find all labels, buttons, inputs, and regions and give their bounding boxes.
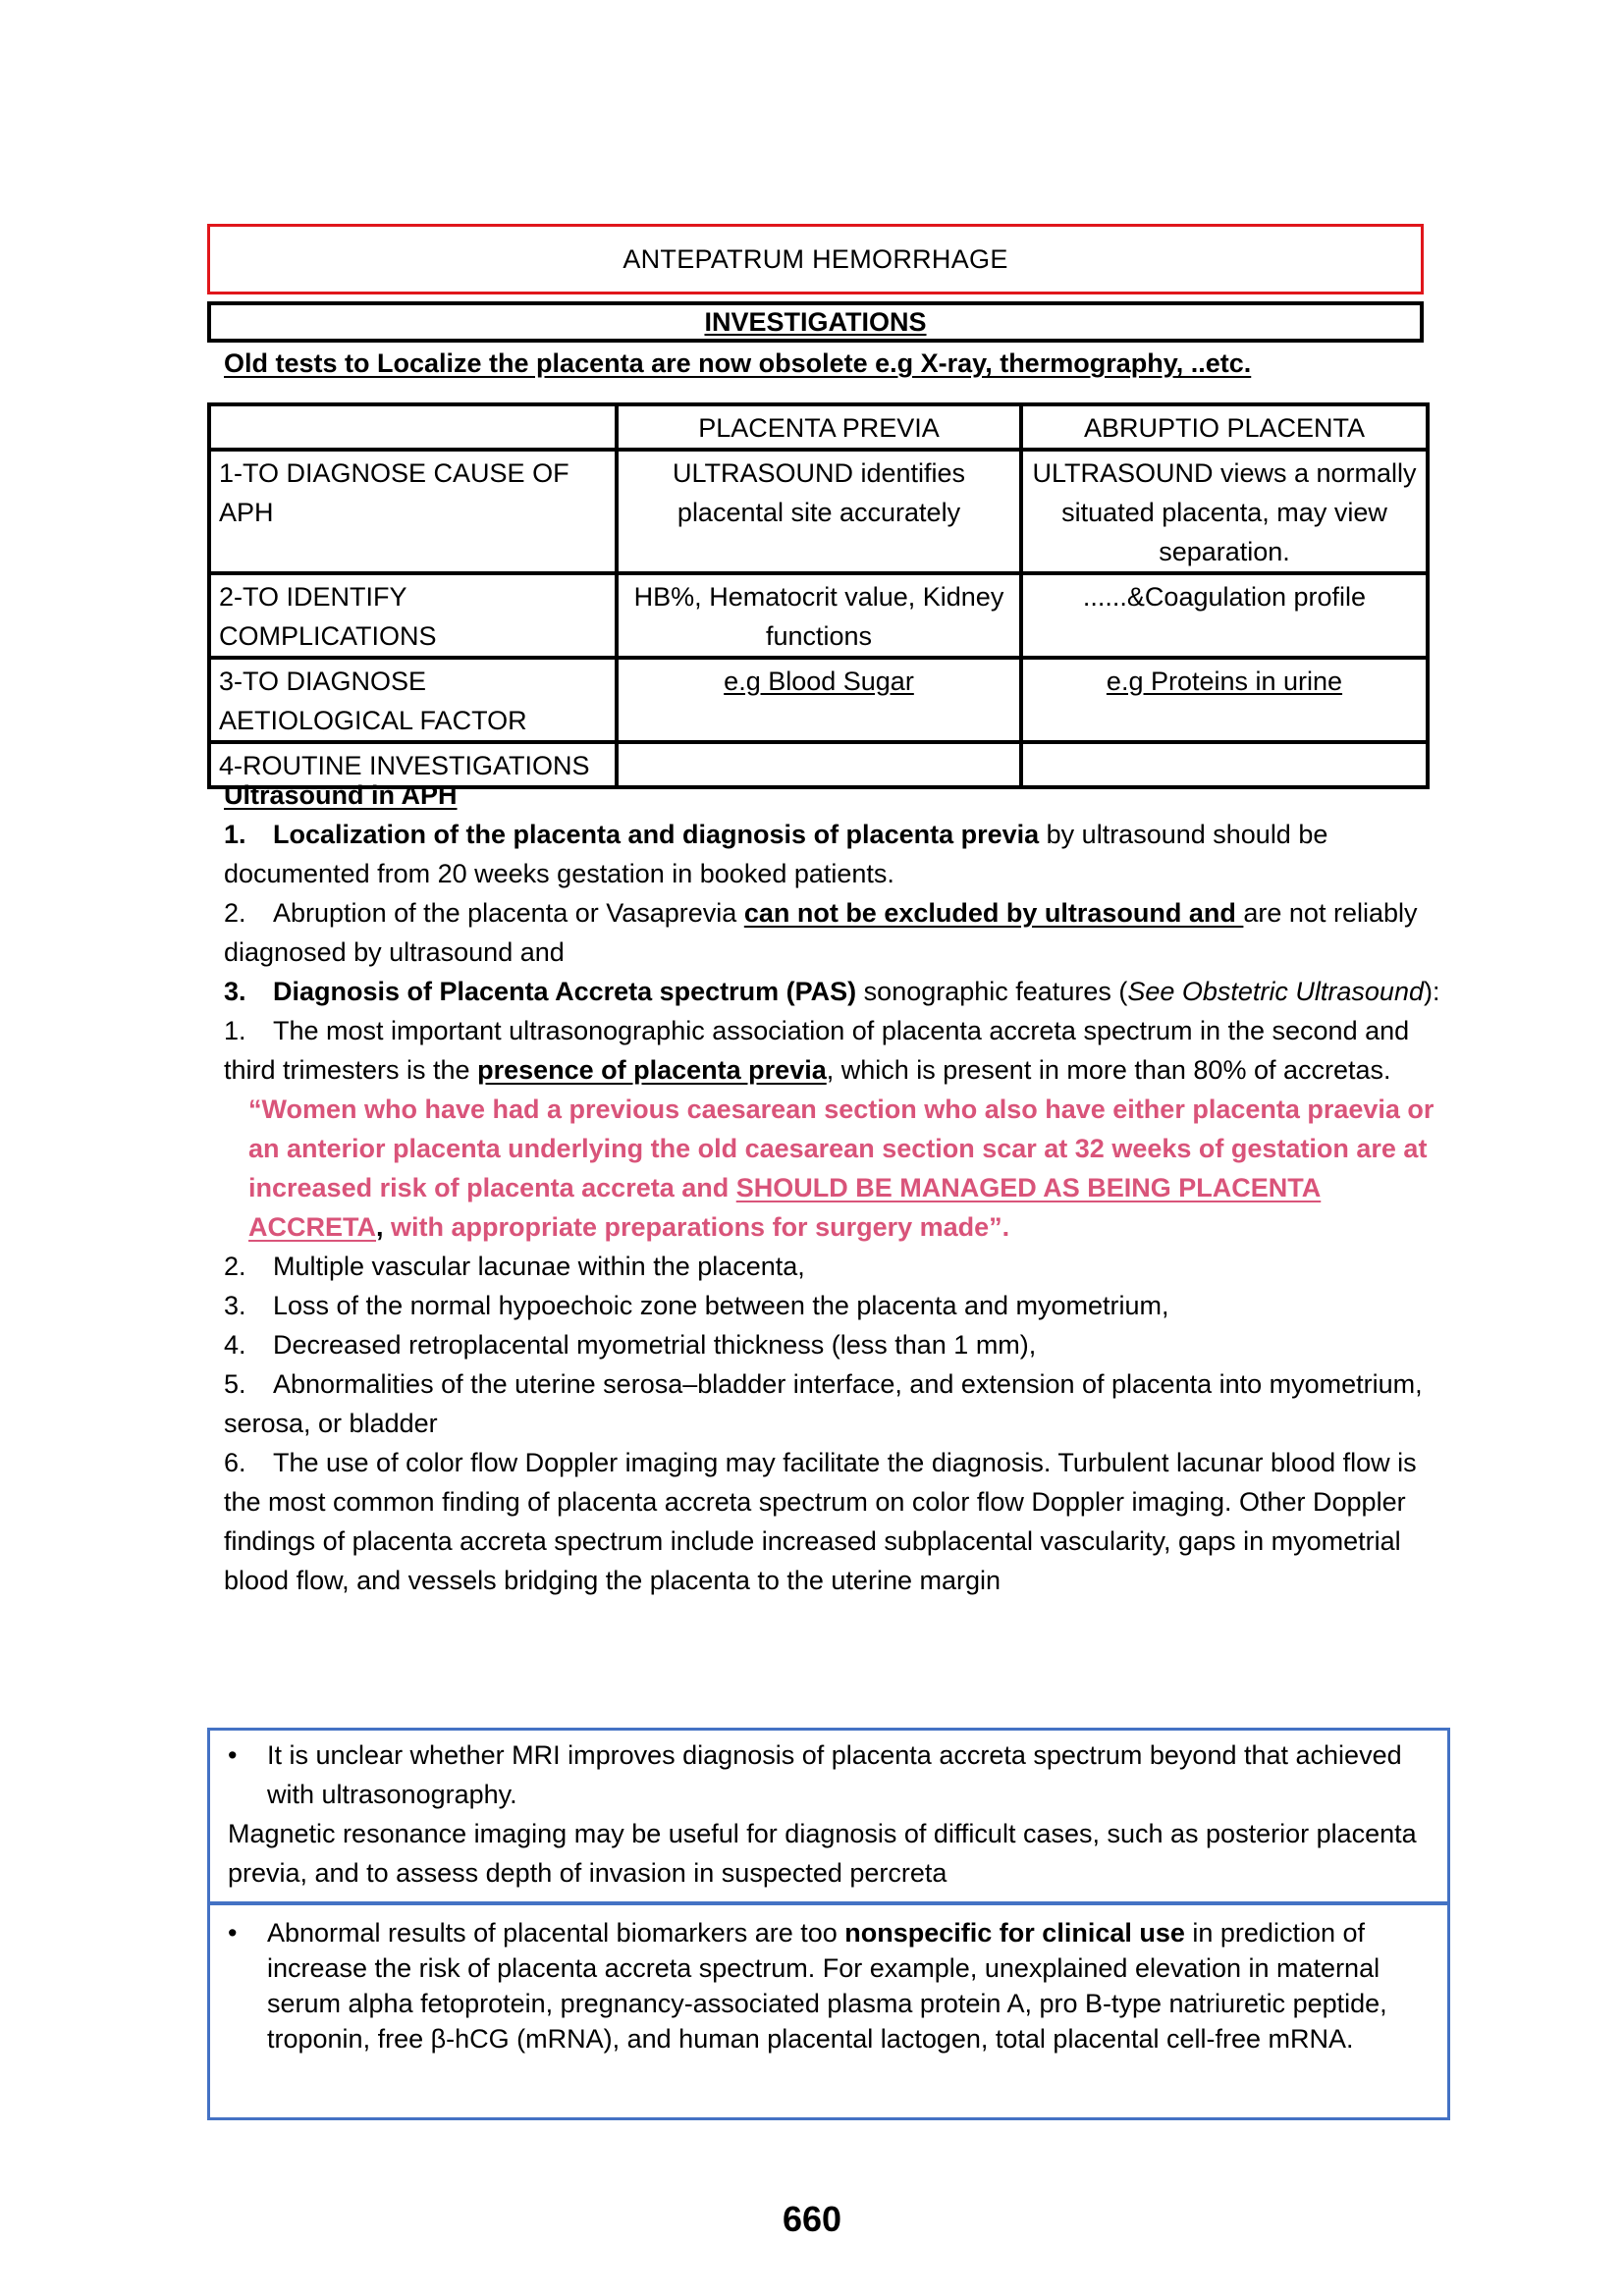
table-row [209, 573, 1428, 658]
biomarkers-text: Abnormal results of placental biomarkers are too nonspecific for clinical use in prediction of increase the risk of placenta accreta spectrum. For example, unexplained elevation in maternal serum alpha fetoprotein, pregnancy-associated plasma protein A, pro B-type natriuretic peptide, troponin, free β-hCG (mRNA), and human placental lactogen, total placental cell-free mRNA. [267, 1918, 1387, 2054]
section-title: INVESTIGATIONS [704, 306, 927, 337]
pas-feature: 2. Multiple vascular lacunae within the placenta, [224, 1252, 805, 1281]
ultrasound-heading: Ultrasound in APH [224, 780, 458, 810]
biomarkers-note-box [207, 1902, 1450, 2120]
abruptio-value: e.g Proteins in urine [1106, 667, 1343, 696]
highlighted-quote: “Women who have had a previous caesarean section who also have either placenta praevia or an anterior placenta underlying the old caesarean section scar at 32 weeks of gestation are at increased risk of placenta accreta and SHOULD BE MANAGED AS BEING PLACENTA ACCRETA, with appropriate preparations for surgery made”. [248, 1095, 1435, 1242]
pas-feature: 5. Abnormalities of the uterine serosa–bladder interface, and extension of placenta into myometrium, serosa, or bladder [224, 1369, 1423, 1438]
previa-value: e.g Blood Sugar [724, 667, 914, 696]
bullet-icon: • [228, 1740, 238, 1770]
pas-feature: 6. The use of color flow Doppler imaging may facilitate the diagnosis. Turbulent lacunar blood flow is the most common finding of placenta accreta spectrum on color flow Doppler imaging. Other Doppler findings of placenta accreta spectrum include increased subplacental vascularity, gaps in myometrial blood flow, and vessels bridging the placenta to the uterine margin [224, 1448, 1417, 1595]
ultrasound-item: 1. Localization of the placenta and diagnosis of placenta previa by ultrasound should be documented from 20 weeks gestation in booked patients. [224, 820, 1328, 888]
ultrasound-item: 3. Diagnosis of Placenta Accreta spectrum (PAS) sonographic features (See Obstetric Ultrasound): [224, 977, 1440, 1006]
table-header-cell: PLACENTA PREVIA [617, 404, 1021, 450]
investigations-table [207, 402, 1430, 789]
table-header-cell [209, 404, 617, 450]
mri-note-text: Magnetic resonance imaging may be useful for diagnosis of difficult cases, such as posterior placenta previa, and to assess depth of invasion in suspected percreta [228, 1819, 1417, 1888]
abruptio-cell [1021, 658, 1428, 742]
previa-cell: ULTRASOUND identifies placental site accurately [617, 450, 1021, 573]
previa-cell: HB%, Hematocrit value, Kidney functions [617, 573, 1021, 658]
page-title: ANTEPATRUM HEMORRHAGE [623, 243, 1008, 274]
mri-bullet-text: It is unclear whether MRI improves diagnosis of placenta accreta spectrum beyond that achieved with ultrasonography. [267, 1740, 1402, 1809]
row-label: 4-ROUTINE INVESTIGATIONS [209, 742, 617, 787]
previa-cell [617, 658, 1021, 742]
table-header-cell: ABRUPTIO PLACENTA [1021, 404, 1428, 450]
abruptio-cell: ULTRASOUND views a normally situated placenta, may view separation. [1021, 450, 1428, 573]
pas-feature: 1. The most important ultrasonographic association of placenta accreta spectrum in the second and third trimesters is the presence of placenta previa, which is present in more than 80% of accretas. [224, 1016, 1410, 1085]
row-label: 2-TO IDENTIFY COMPLICATIONS [209, 573, 617, 658]
abruptio-cell: ......&Coagulation profile [1021, 573, 1428, 658]
ultrasound-item: 2. Abruption of the placenta or Vasaprevia can not be excluded by ultrasound and are not reliably diagnosed by ultrasound and [224, 898, 1418, 967]
mri-note-box [207, 1728, 1450, 1904]
table-row [209, 658, 1428, 742]
section-title-box [207, 301, 1424, 343]
bullet-icon: • [228, 1918, 238, 1948]
obsolete-note: Old tests to Localize the placenta are now obsolete e.g X-ray, thermography, ..etc. [224, 348, 1252, 378]
ultrasound-section [224, 775, 1441, 1600]
table-header-row [209, 404, 1428, 450]
table-row [209, 450, 1428, 573]
pas-feature: 4. Decreased retroplacental myometrial thickness (less than 1 mm), [224, 1330, 1037, 1360]
pas-feature: 3. Loss of the normal hypoechoic zone between the placenta and myometrium, [224, 1291, 1169, 1320]
page-title-box [207, 224, 1424, 294]
row-label: 1-TO DIAGNOSE CAUSE OF APH [209, 450, 617, 573]
page-number: 660 [782, 2199, 842, 2239]
row-label: 3-TO DIAGNOSE AETIOLOGICAL FACTOR [209, 658, 617, 742]
